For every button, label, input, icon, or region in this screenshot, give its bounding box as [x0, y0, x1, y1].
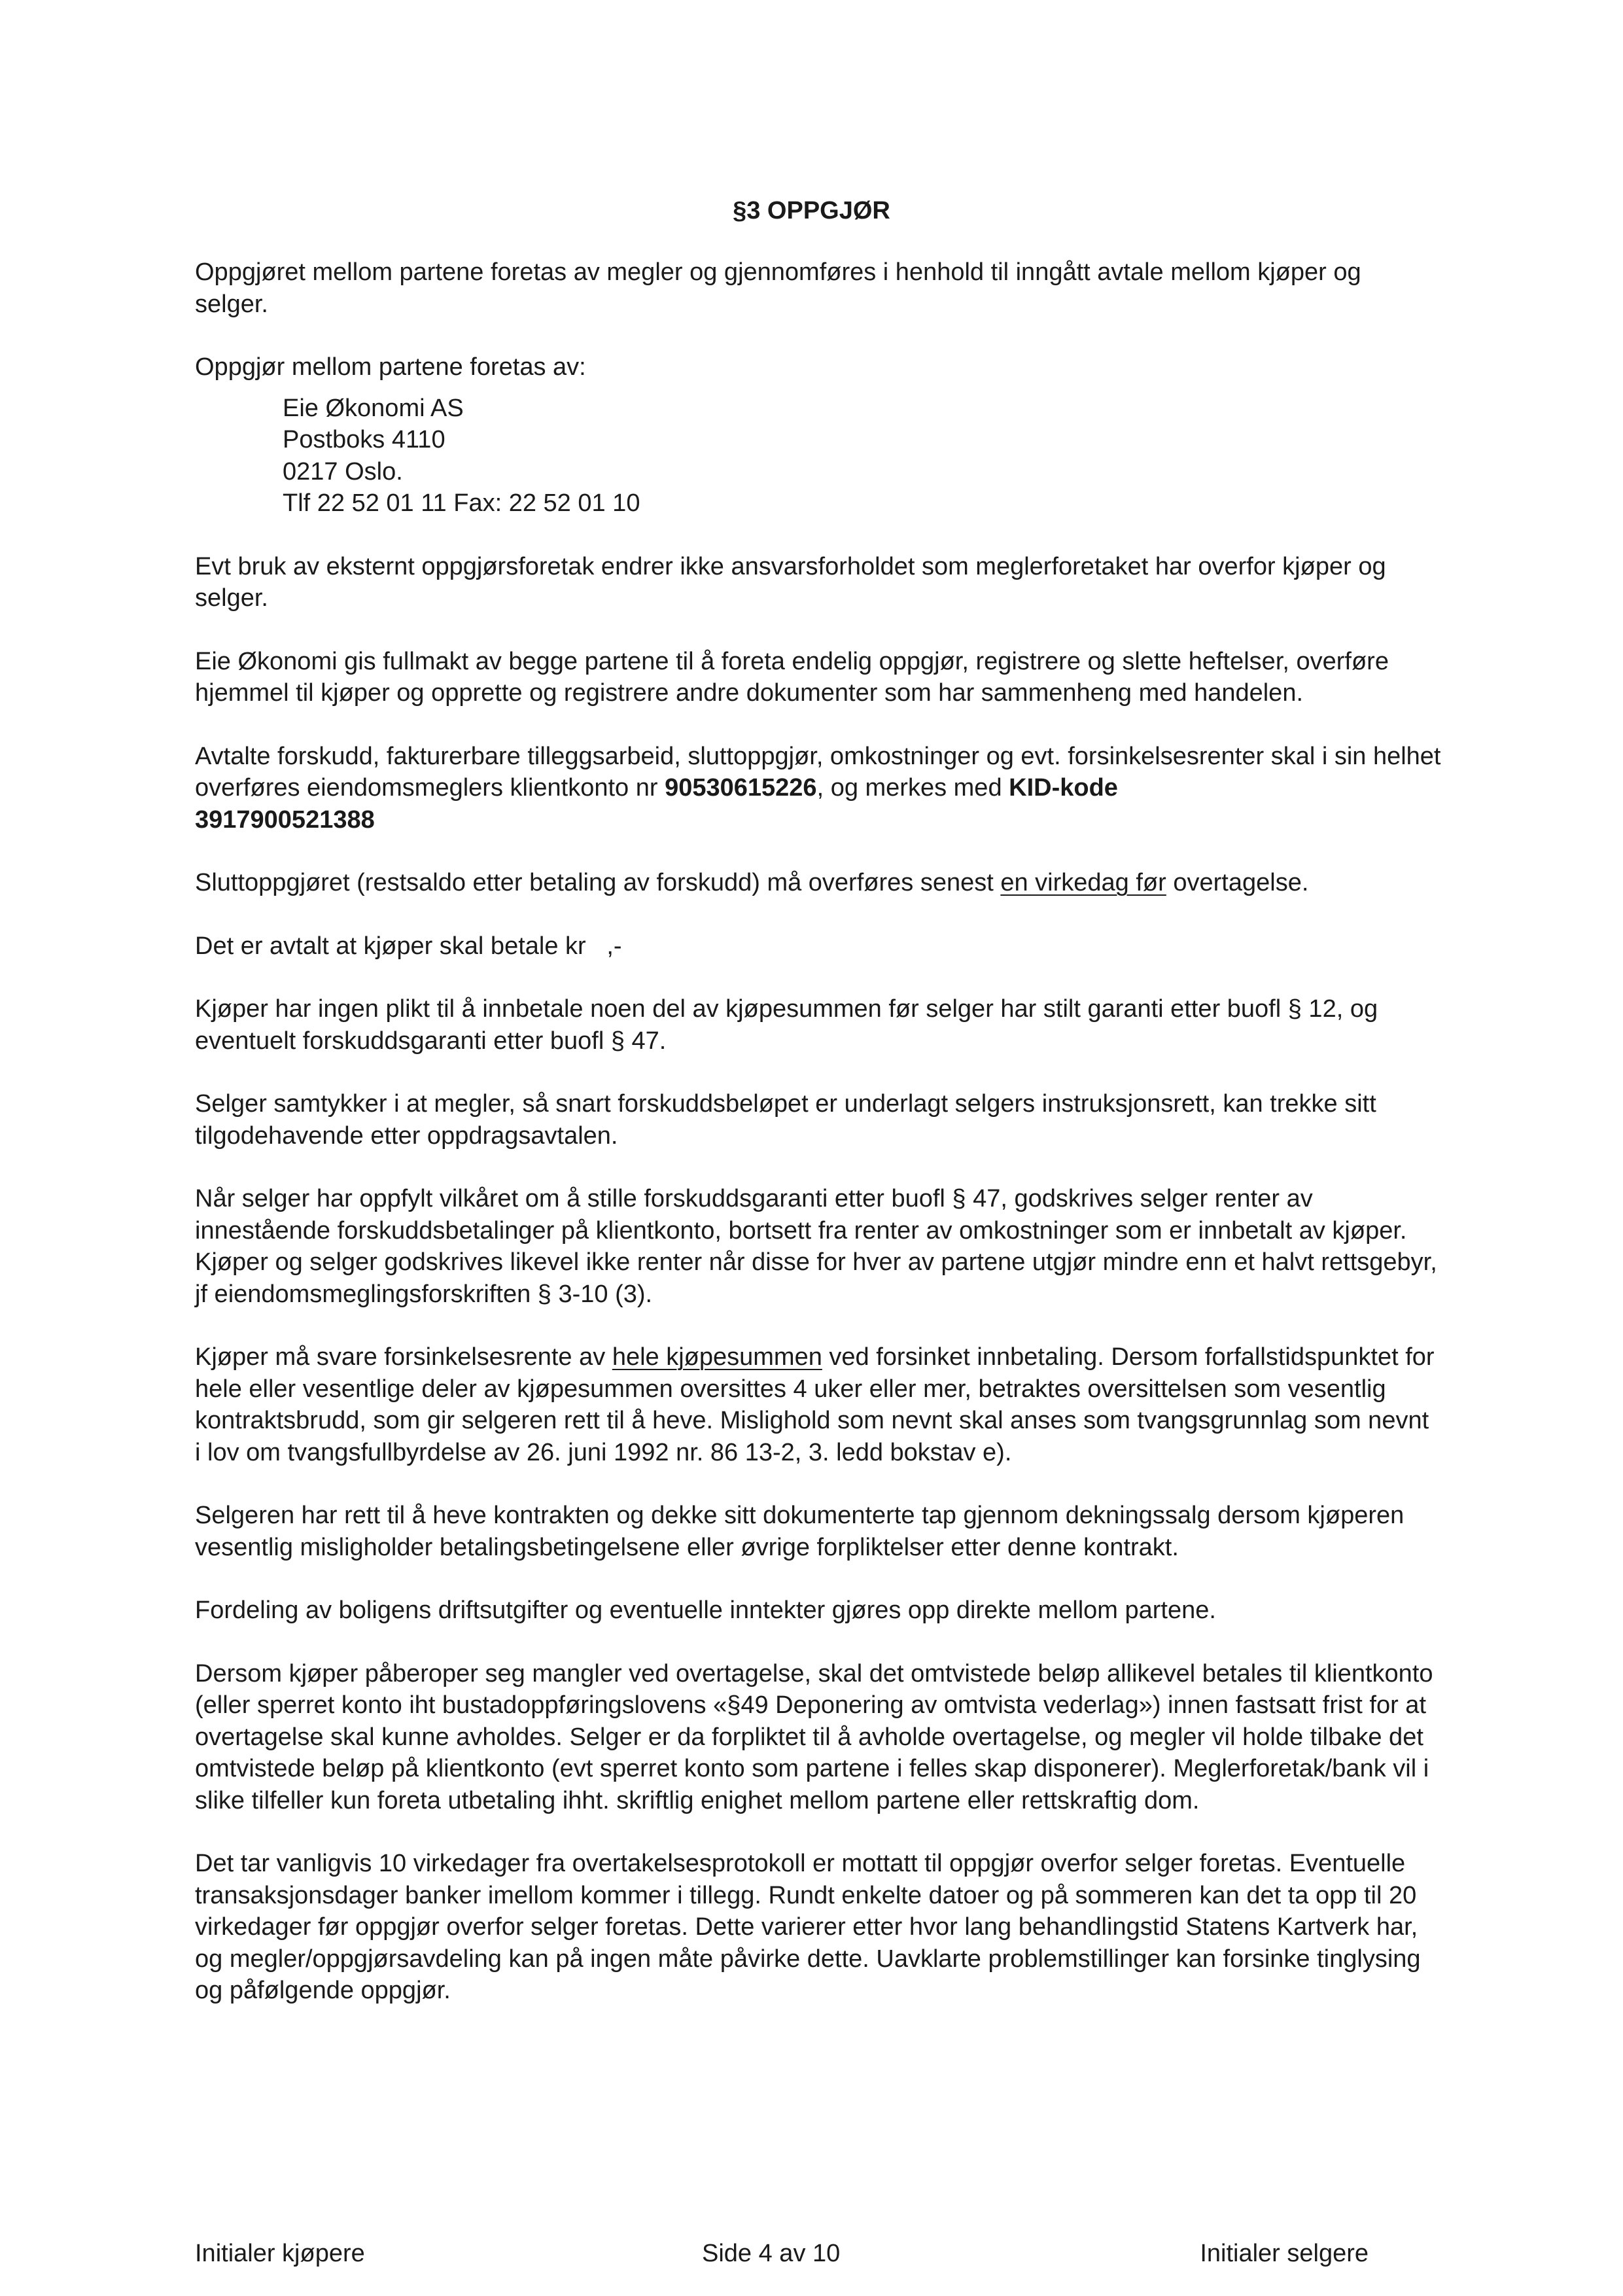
settlement-address	[283, 393, 1441, 520]
final-settlement-deadline: en virkedag før	[1000, 869, 1166, 896]
paragraph-seller-consent: Selger samtykker i at megler, så snart forskuddsbeløpet er underlagt selgers instruksjonsrett, kan trekke sitt tilgodehavende etter oppdragsavtalen.	[195, 1090, 1376, 1150]
section-heading: §3 OPPGJØR	[733, 197, 890, 224]
paragraph-settlement-by: Oppgjør mellom partene foretas av:	[195, 353, 586, 381]
address-phone-fax: Tlf 22 52 01 11 Fax: 22 52 01 10	[283, 489, 640, 517]
client-account-text: Avtalte forskudd, fakturerbare tilleggsarbeid, sluttoppgjør, omkostninger og evt. forsinkelsesrenter skal i sin helhet overføres eiendomsmeglers klientkonto nr	[195, 742, 1441, 802]
kid-label: KID-kode	[1009, 774, 1118, 802]
paragraph-termination: Selgeren har rett til å heve kontrakten og dekke sitt dokumenterte tap gjennom dekningssalg dersom kjøperen vesentlig misligholder betalingsbetingelsene eller øvrige forpliktelser etter denne kontrakt.	[195, 1502, 1405, 1561]
footer-seller-initials: Initialer selgere	[1200, 2240, 1369, 2267]
paragraph-client-account	[195, 741, 1441, 836]
paragraph-final-settlement	[195, 867, 1441, 899]
document-body	[195, 256, 1441, 2038]
paragraph-operating-costs: Fordeling av boligens driftsutgifter og eventuelle inntekter gjøres opp direkte mellom partene.	[195, 1597, 1216, 1624]
paragraph-agreed-amount: Det er avtalt at kjøper skal betale kr ,-	[195, 932, 622, 960]
page-footer	[195, 2238, 1369, 2270]
paragraph-interest: Når selger har oppfylt vilkåret om å stille forskuddsgaranti etter buofl § 47, godskrives selger renter av innestående forskuddsbetalinger på klientkonto, bortsett fra renter av omkostninger som er innbetalt av kjøper. Kjøper og selger godskrives likevel ikke renter når disse for hver av partene utgjør mindre enn et halvt rettsgebyr, jf eiendomsmeglingsforskriften § 3-10 (3).	[195, 1185, 1437, 1308]
late-interest-text-2: ved forsinket innbetaling. Dersom forfallstidspunktet for hele eller vesentlige deler av kjøpesummen oversittes 4 uker eller mer, betraktes oversittelsen som vesentlig kontraktsbrudd, som gir selgeren rett til å heve. Mislighold som nevnt skal anses som tvangsgrunnlag som nevnt i lov om tvangsfullbyrdelse av 26. juni 1992 nr. 86 13-2, 3. ledd bokstav e).	[195, 1343, 1435, 1466]
address-postbox: Postboks 4110	[283, 426, 445, 453]
paragraph-processing-time: Det tar vanligvis 10 virkedager fra overtakelsesprotokoll er mottatt til oppgjør overfor selger foretas. Eventuelle transaksjonsdager banker imellom kommer i tillegg. Rundt enkelte datoer og på sommeren kan det ta opp til 20 virkedager før oppgjør overfor selger foretas. Dette varierer etter hvor lang behandlingstid Statens Kartverk har, og megler/oppgjørsavdeling kan på ingen måte påvirke dette. Uavklarte problemstillinger kan forsinke tinglysing og påfølgende oppgjør.	[195, 1850, 1421, 2004]
paragraph-power-of-attorney: Eie Økonomi gis fullmakt av begge partene til å foreta endelig oppgjør, registrere og slette heftelser, overføre hjemmel til kjøper og opprette og registrere andre dokumenter som har sammenheng med handelen.	[195, 647, 1389, 707]
late-interest-text: Kjøper må svare forsinkelsesrente av	[195, 1343, 612, 1371]
address-company: Eie Økonomi AS	[283, 394, 464, 422]
final-settlement-text-2: overtagelse.	[1166, 869, 1309, 896]
paragraph-defects: Dersom kjøper påberoper seg mangler ved overtagelse, skal det omtvistede beløp allikevel betales til klientkonto (eller sperret konto iht bustadoppføringslovens «§49 Deponering av omtvista vederlag») innen fastsatt frist for at overtagelse skal kunne avholdes. Selger er da forpliktet til å avholde overtagelse, og megler vil holde tilbake det omtvistede beløp på klientkonto (evt sperret konto som partene i felles skap disponerer). Meglerforetak/bank vil i slike tilfeller kun foreta utbetaling ihht. skriftlig enighet mellom partene eller rettskraftig dom.	[195, 1659, 1433, 1814]
paragraph-late-interest	[195, 1341, 1441, 1468]
address-postcode-city: 0217 Oslo.	[283, 457, 403, 486]
paragraph-settlement-intro: Oppgjøret mellom partene foretas av megler og gjennomføres i henhold til inngått avtale mellom kjøper og selger.	[195, 258, 1361, 318]
client-account-text-2: , og merkes med	[816, 774, 1009, 802]
paragraph-external-settlement: Evt bruk av eksternt oppgjørsforetak endrer ikke ansvarsforholdet som meglerforetaket har overfor kjøper og selger.	[195, 552, 1386, 612]
client-account-number: 90530615226	[665, 774, 817, 802]
kid-number: 3917900521388	[195, 805, 375, 834]
footer-buyer-initials: Initialer kjøpere	[195, 2240, 365, 2267]
late-interest-underlined: hele kjøpesummen	[612, 1343, 822, 1371]
footer-page-number: Side 4 av 10	[702, 2240, 841, 2267]
paragraph-guarantee: Kjøper har ingen plikt til å innbetale noen del av kjøpesummen før selger har stilt garanti etter buofl § 12, og eventuelt forskuddsgaranti etter buofl § 47.	[195, 995, 1378, 1055]
final-settlement-text: Sluttoppgjøret (restsaldo etter betaling av forskudd) må overføres senest	[195, 869, 1001, 896]
